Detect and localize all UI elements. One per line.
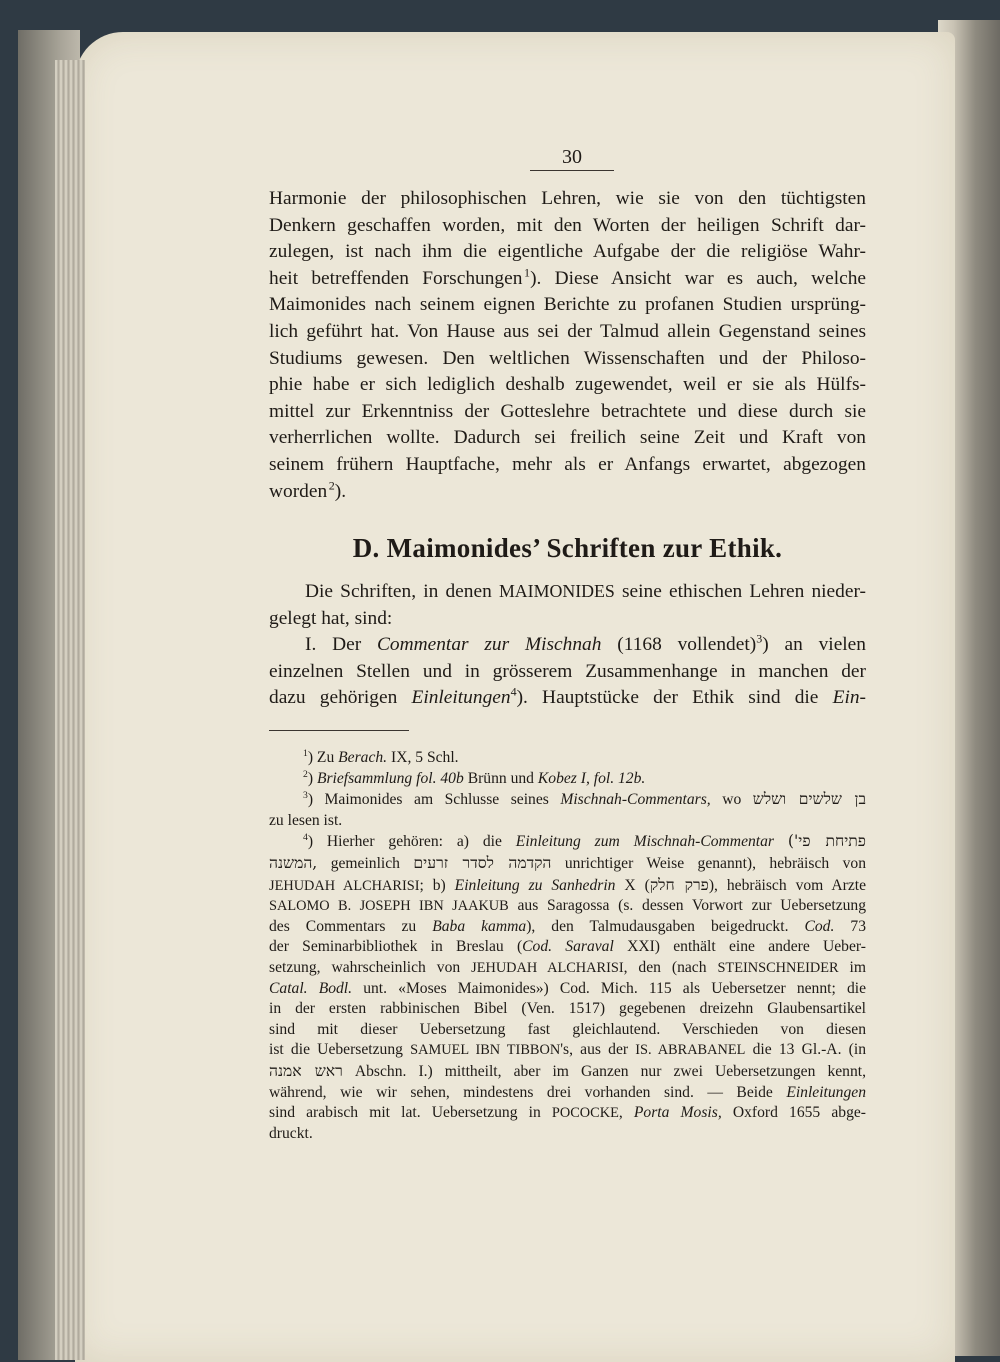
- text-line: ראש אמנה Abschn. I.) mittheilt, aber im Ganzen nur zwei Uebersetzungen kennt,: [269, 1061, 866, 1080]
- text-line: mittel zur Erkenntniss der Gotteslehre betrachtete und diese durch sie: [269, 400, 866, 422]
- text-line: המשנה, gemeinlich הקדמה לסדר זרעים unrichtiger Weise genannt), hebräisch von: [269, 853, 866, 872]
- text-line: worden $^2$).: [269, 478, 347, 502]
- text-line: sind arabisch mit lat. Uebersetzung in POCOCKE, Porta Mosis, Oxford 1655 abge-: [269, 1104, 866, 1122]
- text-line: ist die Uebersetzung SAMUEL IBN TIBBON's, aus der IS. ABRABANEL die 13 Gl.-A. (in: [269, 1041, 866, 1059]
- footnote-ref: 2: [328, 478, 335, 493]
- text-line: zulegen, ist nach ihm die eigentliche Aufgabe der die religiöse Wahr-: [269, 241, 866, 263]
- footnote-rule: [269, 730, 409, 731]
- text-line: SALOMO B. JOSEPH IBN JAAKUB aus Saragossa (s. dessen Vorwort zur Uebersetzung: [269, 897, 867, 915]
- section-heading: D. Maimonides’ Schriften zur Ethik.: [352, 533, 783, 563]
- footnotes: [269, 748, 866, 1144]
- page-number-rule: [530, 170, 614, 171]
- footnote-1: $^1$) Zu Berach. IX, 5 Schl.: [303, 747, 459, 766]
- page-number: 30: [562, 146, 582, 168]
- footnote-4: $^4$) Hierher gehören: a) die Einleitung zum Mischnah-Commentar ('פתיחת פי: [303, 832, 866, 851]
- text-line: verherrlichen wollte. Dadurch sei freilich seine Zeit und Kraft von: [269, 427, 866, 449]
- text-line: druckt.: [269, 1124, 313, 1142]
- footnote-2: $^2$) Briefsammlung fol. 40b Brünn und Kobez I, fol. 12b.: [303, 768, 646, 787]
- intro-paragraph: [269, 578, 866, 712]
- text-line: I. Der Commentar zur Mischnah (1168 vollendet)$^3$) an vielen: [305, 631, 866, 656]
- text-line: Harmonie der philosophischen Lehren, wie sie von den tüchtigsten: [269, 188, 866, 209]
- text-line: in der ersten rabbinischen Bibel (Ven. 1517) gegebenen dreizehn Glaubensartikel: [269, 1000, 866, 1018]
- footnote-ref: 1: [524, 265, 531, 280]
- text-line: zu lesen ist.: [269, 811, 343, 829]
- text-line: einzelnen Stellen und in grösserem Zusammenhange in manchen der: [269, 660, 866, 682]
- text-line: phie habe er sich lediglich deshalb zugewendet, weil er sie als Hülfs-: [269, 374, 866, 396]
- text-line: Studiums gewesen. Den weltlichen Wissenschaften und der Philoso-: [269, 347, 866, 369]
- text-line: heit betreffenden Forschungen $^1$). Diese Ansicht war es auch, welche: [269, 265, 866, 289]
- text-line: während, wie wir sehen, mindestens drei vorhanden sind. — Beide Einleitungen: [269, 1083, 866, 1101]
- footnote-ref: 4: [510, 684, 517, 699]
- text-line: JEHUDAH ALCHARISI; b) Einleitung zu Sanhedrin X (פרק חלק), hebräisch vom Arzte: [269, 875, 866, 894]
- text-line: Die Schriften, in denen MAIMONIDES seine ethischen Lehren nieder-: [305, 581, 866, 602]
- text-line: Catal. Bodl. unt. «Moses Maimonides») Cod. Mich. 115 als Uebersetzer nennt; die: [269, 979, 866, 997]
- text-line: dazu gehörigen Einleitungen$^4$). Hauptstücke der Ethik sind die Ein-: [269, 684, 866, 709]
- text-line: des Commentars zu Baba kamma), den Talmudausgaben beigedruckt. Cod. 73: [269, 917, 866, 935]
- text-line: lich geführt hat. Von Hause aus sei der Talmud allein Gegenstand seines: [269, 320, 866, 342]
- page-stack-edges: [55, 60, 85, 1360]
- text-line: sind mit dieser Uebersetzung fast gleichlautend. Verschieden von diesen: [269, 1020, 866, 1038]
- body-paragraph: [269, 186, 866, 505]
- text-line: der Seminarbibliothek in Breslau (Cod. Saraval XXI) enthält eine andere Ueber-: [269, 938, 866, 956]
- text-line: Maimonides nach seinem eignen Berichte zu profanen Studien ursprüng-: [269, 294, 866, 316]
- footnote-3: $^3$) Maimonides am Schlusse seines Mischnah-Commentars, wo בן שלשים ושלש: [303, 790, 866, 809]
- footnote-ref: 3: [756, 631, 763, 646]
- text-line: setzung, wahrscheinlich von JEHUDAH ALCHARISI, den (nach STEINSCHNEIDER im: [269, 958, 866, 976]
- text-line: Denkern geschaffen worden, mit den Worten der heiligen Schrift dar-: [269, 214, 866, 236]
- text-line: gelegt hat, sind:: [269, 607, 393, 629]
- text-line: seinem frühern Hauptfache, mehr als er Anfangs erwartet, abgezogen: [269, 453, 866, 475]
